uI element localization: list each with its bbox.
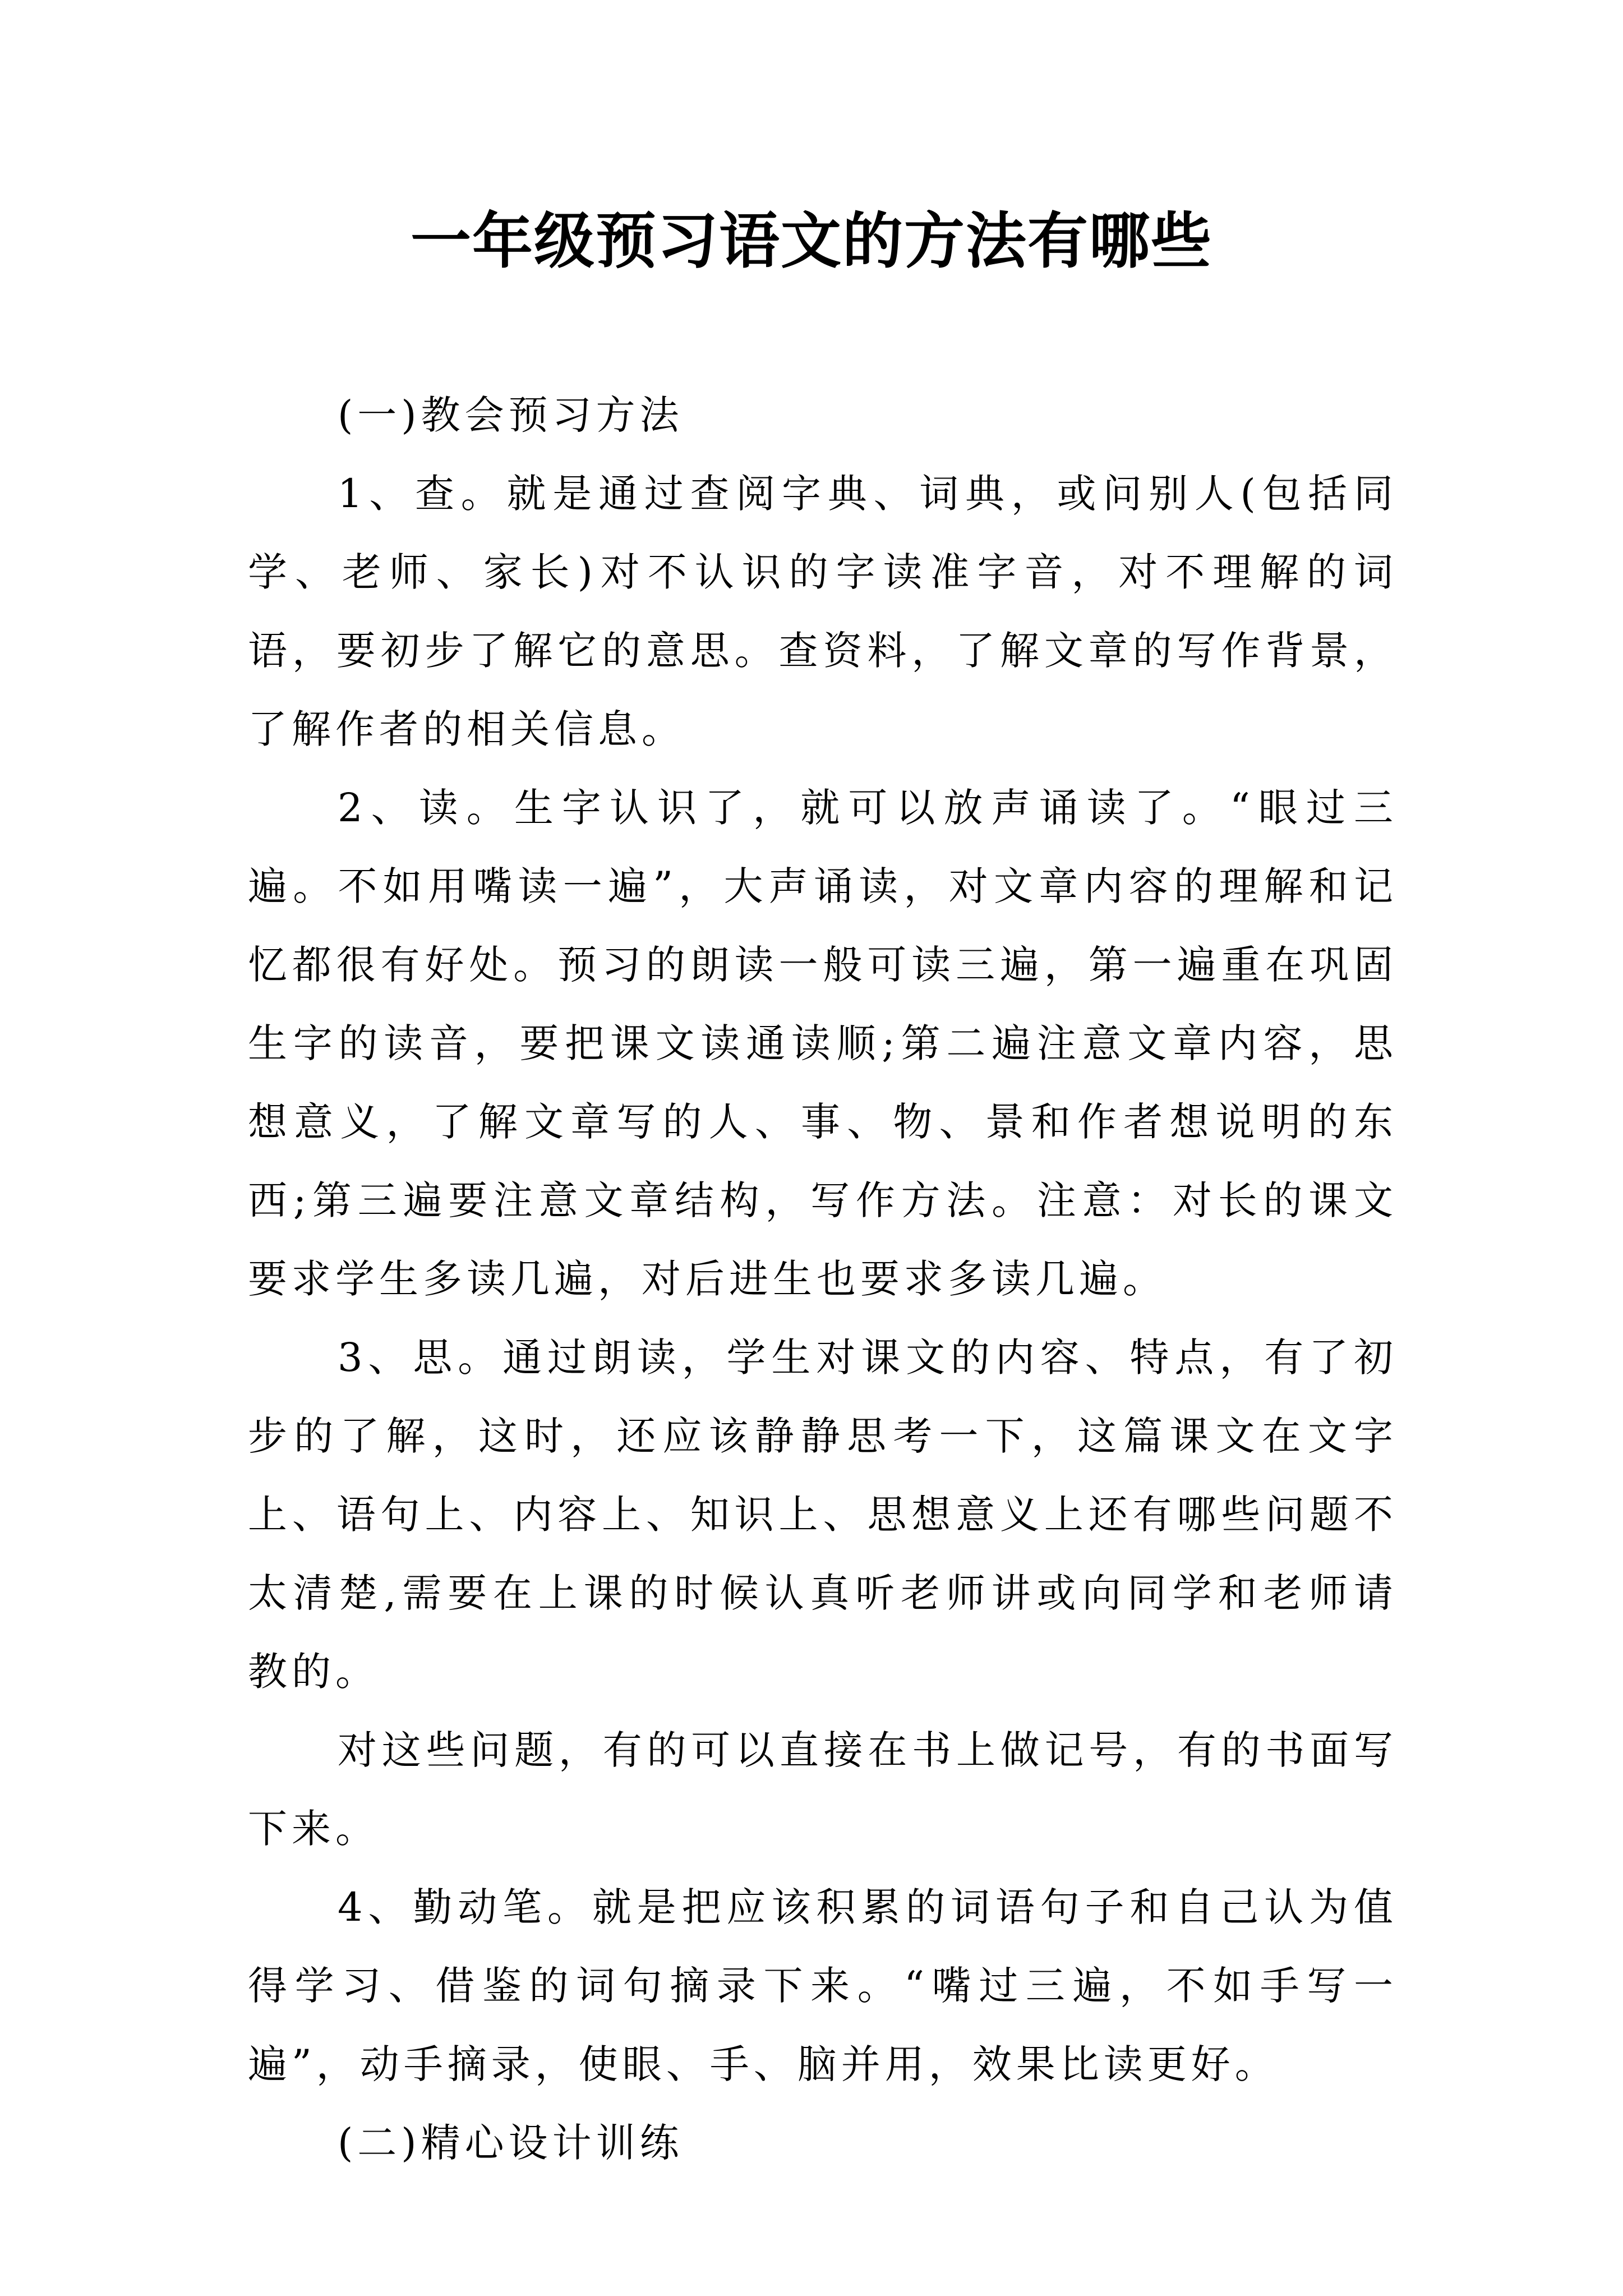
paragraph-write: 4、勤动笔。就是把应该积累的词语句子和自己认为值得学习、借鉴的词句摘录下来。“嘴过三遍，不如手写一遍”，动手摘录，使眼、手、脑并用，效果比读更好。 [248,1884,1398,2087]
paragraph-check: 1、查。就是通过查阅字典、词典，或问别人(包括同学、老师、家长)对不认识的字读准字音，对不理解的词语，要初步了解它的意思。查资料，了解文章的写作背景，了解作者的相关信息。 [248,471,1398,752]
section-heading-2: (二)精心设计训练 [338,2120,684,2166]
document-body [248,376,1398,2182]
document-title: 一年级预习语文的方法有哪些 [410,206,1212,277]
section-heading-1: (一)教会预习方法 [338,392,684,438]
paragraph-notes: 对这些问题，有的可以直接在书上做记号，有的书面写下来。 [248,1727,1398,1852]
paragraph-read: 2、读。生字认识了，就可以放声诵读了。“眼过三遍。不如用嘴读一遍”，大声诵读，对文章内容的理解和记忆都很有好处。预习的朗读一般可读三遍，第一遍重在巩固生字的读音，要把课文读通读顺;第二遍注意文章内容，思想意义，了解文章写的人、事、物、景和作者想说明的东西;第三遍要注意文章结构，写作方法。注意：对长的课文要求学生多读几遍，对后进生也要求多读几遍。 [248,785,1398,1302]
paragraph-think: 3、思。通过朗读，学生对课文的内容、特点，有了初步的了解，这时，还应该静静思考一下，这篇课文在文字上、语句上、内容上、知识上、思想意义上还有哪些问题不太清楚,需要在上课的时候认真听老师讲或向同学和老师请教的。 [248,1335,1398,1695]
